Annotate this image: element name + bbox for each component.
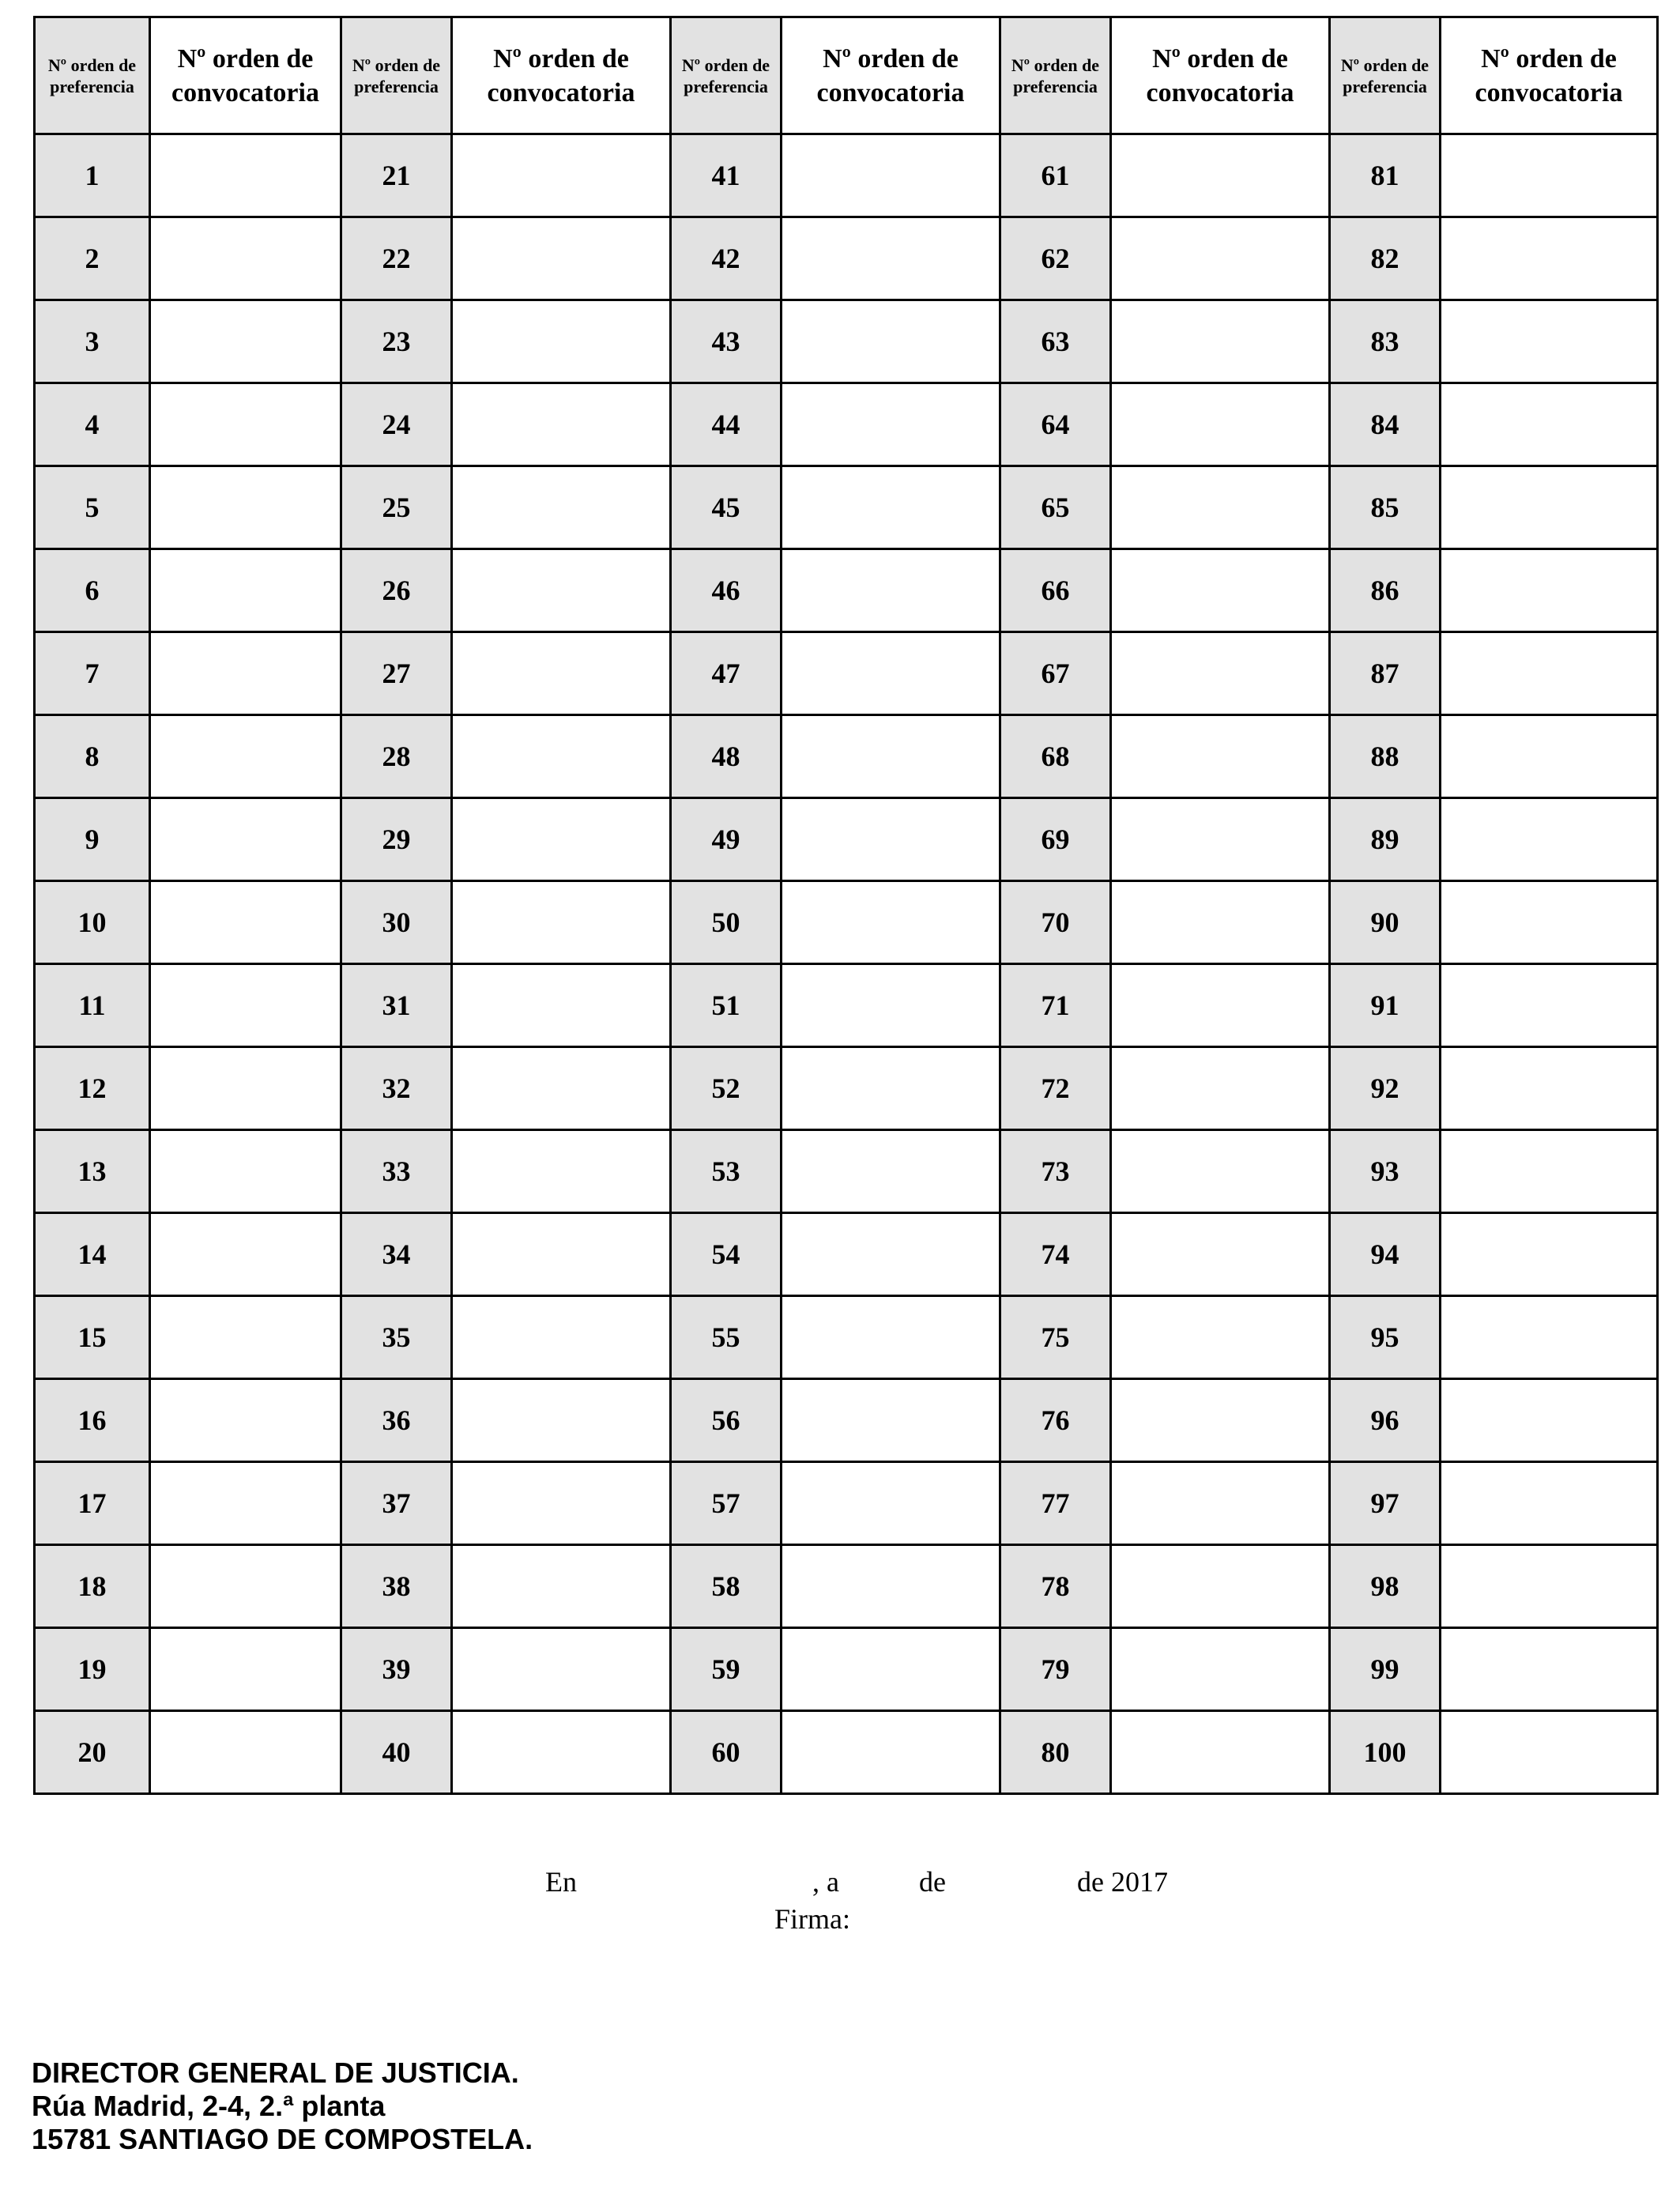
convocation-entry-cell[interactable] — [452, 1628, 671, 1711]
year-label: de 2017 — [1077, 1866, 1168, 1898]
preference-number: 59 — [671, 1628, 782, 1711]
convocation-entry-cell[interactable] — [1111, 217, 1330, 300]
preference-number: 22 — [341, 217, 452, 300]
preference-number: 77 — [1000, 1462, 1111, 1545]
convocation-entry-cell[interactable] — [782, 217, 1000, 300]
convocation-entry-cell[interactable] — [150, 964, 341, 1047]
preference-number: 45 — [671, 466, 782, 549]
preference-number: 35 — [341, 1296, 452, 1379]
preference-number: 68 — [1000, 715, 1111, 798]
table-row — [35, 715, 1658, 798]
convocation-entry-cell[interactable] — [452, 964, 671, 1047]
table-row — [35, 466, 1658, 549]
convocation-entry-cell[interactable] — [1441, 383, 1658, 466]
preference-number: 66 — [1000, 549, 1111, 632]
preference-number: 28 — [341, 715, 452, 798]
convocation-entry-cell[interactable] — [1441, 715, 1658, 798]
convocation-entry-cell[interactable] — [1441, 1379, 1658, 1462]
convocation-entry-cell[interactable] — [1111, 1213, 1330, 1296]
table-row — [35, 383, 1658, 466]
preference-number: 54 — [671, 1213, 782, 1296]
place-label: En — [545, 1866, 577, 1898]
header-convocation-order: Nº orden de convocatoria — [782, 17, 1000, 134]
preference-number: 9 — [35, 798, 150, 881]
preference-number: 64 — [1000, 383, 1111, 466]
preference-number: 72 — [1000, 1047, 1111, 1130]
table-row — [35, 134, 1658, 217]
convocation-entry-cell[interactable] — [452, 881, 671, 964]
convocation-entry-cell[interactable] — [782, 1379, 1000, 1462]
convocation-entry-cell[interactable] — [1111, 300, 1330, 383]
table-row — [35, 217, 1658, 300]
convocation-entry-cell[interactable] — [782, 715, 1000, 798]
convocation-entry-cell[interactable] — [452, 466, 671, 549]
convocation-entry-cell[interactable] — [782, 798, 1000, 881]
convocation-entry-cell[interactable] — [1441, 1628, 1658, 1711]
preference-number: 7 — [35, 632, 150, 715]
convocation-entry-cell[interactable] — [1441, 549, 1658, 632]
convocation-entry-cell[interactable] — [452, 549, 671, 632]
convocation-entry-cell[interactable] — [782, 134, 1000, 217]
convocation-entry-cell[interactable] — [452, 715, 671, 798]
preference-number: 20 — [35, 1711, 150, 1794]
convocation-entry-cell[interactable] — [150, 217, 341, 300]
preference-number: 2 — [35, 217, 150, 300]
preference-number: 100 — [1330, 1711, 1441, 1794]
convocation-entry-cell[interactable] — [1111, 1462, 1330, 1545]
preference-number: 42 — [671, 217, 782, 300]
convocation-entry-cell[interactable] — [1111, 383, 1330, 466]
table-row — [35, 964, 1658, 1047]
convocation-entry-cell[interactable] — [452, 383, 671, 466]
preference-number: 6 — [35, 549, 150, 632]
preference-number: 44 — [671, 383, 782, 466]
convocation-entry-cell[interactable] — [1441, 1462, 1658, 1545]
preference-number: 40 — [341, 1711, 452, 1794]
convocation-entry-cell[interactable] — [150, 1213, 341, 1296]
preference-number: 87 — [1330, 632, 1441, 715]
convocation-entry-cell[interactable] — [452, 1545, 671, 1628]
preference-number: 29 — [341, 798, 452, 881]
preference-number: 11 — [35, 964, 150, 1047]
convocation-entry-cell[interactable] — [1111, 134, 1330, 217]
convocation-entry-cell[interactable] — [1441, 964, 1658, 1047]
preference-number: 27 — [341, 632, 452, 715]
convocation-entry-cell[interactable] — [1441, 1296, 1658, 1379]
preference-number: 46 — [671, 549, 782, 632]
table-body — [35, 134, 1658, 1794]
preference-number: 84 — [1330, 383, 1441, 466]
convocation-entry-cell[interactable] — [150, 549, 341, 632]
preference-number: 19 — [35, 1628, 150, 1711]
address-line-3: 15781 SANTIAGO DE COMPOSTELA. — [32, 2123, 533, 2155]
preference-number: 17 — [35, 1462, 150, 1545]
preference-number: 47 — [671, 632, 782, 715]
preference-number: 85 — [1330, 466, 1441, 549]
convocation-entry-cell[interactable] — [150, 632, 341, 715]
preference-number: 63 — [1000, 300, 1111, 383]
convocation-entry-cell[interactable] — [782, 383, 1000, 466]
convocation-entry-cell[interactable] — [782, 1711, 1000, 1794]
preference-number: 23 — [341, 300, 452, 383]
preference-number: 25 — [341, 466, 452, 549]
preference-number: 41 — [671, 134, 782, 217]
convocation-entry-cell[interactable] — [1441, 798, 1658, 881]
preference-number: 49 — [671, 798, 782, 881]
preference-number: 1 — [35, 134, 150, 217]
preference-number: 60 — [671, 1711, 782, 1794]
convocation-entry-cell[interactable] — [1111, 715, 1330, 798]
convocation-entry-cell[interactable] — [1111, 1047, 1330, 1130]
preference-number: 55 — [671, 1296, 782, 1379]
convocation-entry-cell[interactable] — [1441, 881, 1658, 964]
convocation-entry-cell[interactable] — [150, 715, 341, 798]
preference-number: 83 — [1330, 300, 1441, 383]
convocation-entry-cell[interactable] — [1111, 1711, 1330, 1794]
convocation-entry-cell[interactable] — [782, 1130, 1000, 1213]
table-row — [35, 1296, 1658, 1379]
preference-number: 65 — [1000, 466, 1111, 549]
convocation-entry-cell[interactable] — [150, 881, 341, 964]
convocation-entry-cell[interactable] — [1111, 964, 1330, 1047]
convocation-entry-cell[interactable] — [1441, 1047, 1658, 1130]
preference-number: 73 — [1000, 1130, 1111, 1213]
preference-number: 74 — [1000, 1213, 1111, 1296]
convocation-entry-cell[interactable] — [1111, 1130, 1330, 1213]
convocation-entry-cell[interactable] — [782, 1047, 1000, 1130]
convocation-entry-cell[interactable] — [452, 217, 671, 300]
preference-number: 92 — [1330, 1047, 1441, 1130]
preference-number: 14 — [35, 1213, 150, 1296]
preference-number: 95 — [1330, 1296, 1441, 1379]
table-row — [35, 1545, 1658, 1628]
table-row — [35, 300, 1658, 383]
header-convocation-order: Nº orden de convocatoria — [150, 17, 341, 134]
preference-number: 38 — [341, 1545, 452, 1628]
header-convocation-order: Nº orden de convocatoria — [1111, 17, 1330, 134]
table-row — [35, 881, 1658, 964]
convocation-entry-cell[interactable] — [782, 881, 1000, 964]
preference-number: 43 — [671, 300, 782, 383]
header-preference-order: Nº orden de preferencia — [671, 17, 782, 134]
convocation-entry-cell[interactable] — [782, 1628, 1000, 1711]
convocation-entry-cell[interactable] — [1111, 1545, 1330, 1628]
convocation-entry-cell[interactable] — [150, 300, 341, 383]
preference-number: 56 — [671, 1379, 782, 1462]
signature-line — [0, 1865, 1680, 1900]
preference-number: 21 — [341, 134, 452, 217]
preference-number: 39 — [341, 1628, 452, 1711]
table-row — [35, 632, 1658, 715]
preference-number: 5 — [35, 466, 150, 549]
convocation-entry-cell[interactable] — [782, 1545, 1000, 1628]
table-row — [35, 1130, 1658, 1213]
convocation-entry-cell[interactable] — [452, 632, 671, 715]
preference-number: 70 — [1000, 881, 1111, 964]
convocation-entry-cell[interactable] — [1111, 466, 1330, 549]
convocation-entry-cell[interactable] — [1441, 300, 1658, 383]
preference-number: 97 — [1330, 1462, 1441, 1545]
header-preference-order: Nº orden de preferencia — [341, 17, 452, 134]
preference-number: 48 — [671, 715, 782, 798]
preference-number: 13 — [35, 1130, 150, 1213]
convocation-entry-cell[interactable] — [150, 134, 341, 217]
convocation-entry-cell[interactable] — [1111, 1379, 1330, 1462]
convocation-entry-cell[interactable] — [150, 1130, 341, 1213]
preference-number: 99 — [1330, 1628, 1441, 1711]
preference-number: 32 — [341, 1047, 452, 1130]
preference-table — [33, 16, 1659, 1795]
preference-number: 8 — [35, 715, 150, 798]
table-header-row — [35, 17, 1658, 134]
convocation-entry-cell[interactable] — [782, 1213, 1000, 1296]
preference-number: 24 — [341, 383, 452, 466]
table-row — [35, 1379, 1658, 1462]
convocation-entry-cell[interactable] — [782, 300, 1000, 383]
convocation-entry-cell[interactable] — [452, 1047, 671, 1130]
convocation-entry-cell[interactable] — [782, 466, 1000, 549]
preference-number: 50 — [671, 881, 782, 964]
table-row — [35, 1462, 1658, 1545]
preference-number: 75 — [1000, 1296, 1111, 1379]
convocation-entry-cell[interactable] — [452, 300, 671, 383]
preference-number: 10 — [35, 881, 150, 964]
preference-number: 30 — [341, 881, 452, 964]
preference-number: 15 — [35, 1296, 150, 1379]
convocation-entry-cell[interactable] — [1441, 1545, 1658, 1628]
convocation-entry-cell[interactable] — [150, 1379, 341, 1462]
preference-number: 62 — [1000, 217, 1111, 300]
preference-number: 81 — [1330, 134, 1441, 217]
preference-number: 12 — [35, 1047, 150, 1130]
convocation-entry-cell[interactable] — [150, 466, 341, 549]
convocation-entry-cell[interactable] — [452, 134, 671, 217]
preference-number: 71 — [1000, 964, 1111, 1047]
preference-number: 26 — [341, 549, 452, 632]
preference-number: 76 — [1000, 1379, 1111, 1462]
preference-number: 69 — [1000, 798, 1111, 881]
convocation-entry-cell[interactable] — [1111, 798, 1330, 881]
table-row — [35, 1213, 1658, 1296]
header-convocation-order: Nº orden de convocatoria — [452, 17, 671, 134]
signature-label: Firma: — [774, 1903, 850, 1935]
convocation-entry-cell[interactable] — [150, 1545, 341, 1628]
preference-number: 90 — [1330, 881, 1441, 964]
convocation-entry-cell[interactable] — [452, 1296, 671, 1379]
preference-number: 16 — [35, 1379, 150, 1462]
address-line-2: Rúa Madrid, 2-4, 2.ª planta — [32, 2090, 386, 2122]
convocation-entry-cell[interactable] — [1441, 217, 1658, 300]
preference-number: 98 — [1330, 1545, 1441, 1628]
preference-number: 18 — [35, 1545, 150, 1628]
convocation-entry-cell[interactable] — [782, 632, 1000, 715]
preference-number: 88 — [1330, 715, 1441, 798]
preference-number: 36 — [341, 1379, 452, 1462]
preference-number: 53 — [671, 1130, 782, 1213]
convocation-entry-cell[interactable] — [1111, 1296, 1330, 1379]
table-row — [35, 1711, 1658, 1794]
address-block — [32, 2056, 533, 2156]
preference-number: 58 — [671, 1545, 782, 1628]
preference-number: 4 — [35, 383, 150, 466]
preference-number: 82 — [1330, 217, 1441, 300]
preference-number: 79 — [1000, 1628, 1111, 1711]
table-row — [35, 549, 1658, 632]
header-convocation-order: Nº orden de convocatoria — [1441, 17, 1658, 134]
date-comma-label: , a — [812, 1866, 839, 1898]
table-row — [35, 1047, 1658, 1130]
convocation-entry-cell[interactable] — [150, 1047, 341, 1130]
convocation-entry-cell[interactable] — [782, 549, 1000, 632]
preference-number: 3 — [35, 300, 150, 383]
address-line-1: DIRECTOR GENERAL DE JUSTICIA. — [32, 2056, 519, 2089]
convocation-entry-cell[interactable] — [1441, 1130, 1658, 1213]
convocation-entry-cell[interactable] — [452, 1130, 671, 1213]
convocation-entry-cell[interactable] — [1111, 632, 1330, 715]
convocation-entry-cell[interactable] — [150, 1296, 341, 1379]
convocation-entry-cell[interactable] — [150, 1711, 341, 1794]
convocation-entry-cell[interactable] — [452, 1711, 671, 1794]
preference-number: 80 — [1000, 1711, 1111, 1794]
preference-number: 52 — [671, 1047, 782, 1130]
header-preference-order: Nº orden de preferencia — [35, 17, 150, 134]
preference-number: 89 — [1330, 798, 1441, 881]
convocation-entry-cell[interactable] — [150, 1628, 341, 1711]
convocation-entry-cell[interactable] — [1441, 466, 1658, 549]
convocation-entry-cell[interactable] — [452, 1462, 671, 1545]
preference-number: 61 — [1000, 134, 1111, 217]
convocation-entry-cell[interactable] — [1441, 134, 1658, 217]
convocation-entry-cell[interactable] — [452, 1379, 671, 1462]
preference-number: 78 — [1000, 1545, 1111, 1628]
preference-number: 94 — [1330, 1213, 1441, 1296]
convocation-entry-cell[interactable] — [1111, 549, 1330, 632]
header-preference-order: Nº orden de preferencia — [1000, 17, 1111, 134]
table-row — [35, 1628, 1658, 1711]
preference-number: 33 — [341, 1130, 452, 1213]
header-preference-order: Nº orden de preferencia — [1330, 17, 1441, 134]
preference-number: 67 — [1000, 632, 1111, 715]
preference-number: 37 — [341, 1462, 452, 1545]
convocation-entry-cell[interactable] — [150, 383, 341, 466]
convocation-entry-cell[interactable] — [1441, 1213, 1658, 1296]
day-de-label: de — [919, 1866, 946, 1898]
convocation-entry-cell[interactable] — [1441, 1711, 1658, 1794]
preference-number: 51 — [671, 964, 782, 1047]
preference-number: 57 — [671, 1462, 782, 1545]
preference-number: 31 — [341, 964, 452, 1047]
convocation-entry-cell[interactable] — [452, 798, 671, 881]
convocation-entry-cell[interactable] — [1111, 1628, 1330, 1711]
preference-number: 86 — [1330, 549, 1441, 632]
preference-number: 91 — [1330, 964, 1441, 1047]
convocation-entry-cell[interactable] — [1441, 632, 1658, 715]
preference-number: 93 — [1330, 1130, 1441, 1213]
preference-number: 96 — [1330, 1379, 1441, 1462]
convocation-entry-cell[interactable] — [150, 798, 341, 881]
preference-number: 34 — [341, 1213, 452, 1296]
convocation-entry-cell[interactable] — [782, 964, 1000, 1047]
convocation-entry-cell[interactable] — [782, 1296, 1000, 1379]
convocation-entry-cell[interactable] — [452, 1213, 671, 1296]
convocation-entry-cell[interactable] — [782, 1462, 1000, 1545]
convocation-entry-cell[interactable] — [1111, 881, 1330, 964]
table-row — [35, 798, 1658, 881]
convocation-entry-cell[interactable] — [150, 1462, 341, 1545]
